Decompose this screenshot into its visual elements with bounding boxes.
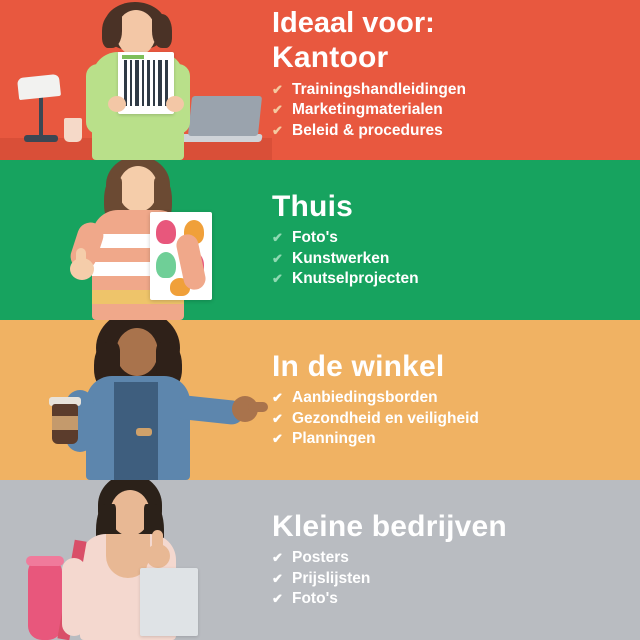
section-kleine-bedrijven [0,480,640,640]
check-icon: ✔ [272,81,283,97]
content-kantoor [272,0,632,160]
photo-kantoor [0,0,272,160]
section-kantoor [0,0,640,160]
bullet-list-thuis [272,228,632,289]
list-item-label: Prijslijsten [292,569,371,587]
list-item [272,409,632,429]
photo-winkel [0,320,272,480]
list-item [272,589,632,609]
list-item-label: Planningen [292,429,376,447]
check-icon: ✔ [272,102,283,118]
list-item-label: Posters [292,549,349,567]
photo-thuis [0,160,272,320]
check-icon: ✔ [272,410,283,426]
section-in-de-winkel [0,320,640,480]
section-heading-thuis: Thuis [272,189,353,223]
photo-kleine-bedrijven [0,480,272,640]
section-heading-kleine-bedrijven: Kleine bedrijven [272,509,507,543]
content-winkel [272,320,632,480]
list-item [272,228,632,248]
check-icon: ✔ [272,590,283,606]
bullet-list-kantoor [272,80,632,141]
section-heading-winkel: In de winkel [272,349,445,383]
list-item-label: Gezondheid en veiligheid [292,409,479,427]
check-icon: ✔ [272,390,283,406]
bullet-list-kleine-bedrijven [272,548,632,609]
check-icon: ✔ [272,230,283,246]
list-item [272,388,632,408]
list-item-label: Aanbiedingsborden [292,389,438,407]
list-item-label: Beleid & procedures [292,121,443,139]
list-item [272,569,632,589]
list-item-label: Foto's [292,229,338,247]
check-icon: ✔ [272,250,283,266]
section-thuis [0,160,640,320]
list-item [272,121,632,141]
section-heading-kantoor: Kantoor [272,41,389,75]
check-icon: ✔ [272,550,283,566]
page-title: Ideaal voor: [272,7,435,39]
list-item [272,249,632,269]
list-item-label: Foto's [292,589,338,607]
list-item-label: Marketingmaterialen [292,101,443,119]
list-item-label: Knutselprojecten [292,269,419,287]
check-icon: ✔ [272,430,283,446]
list-item [272,269,632,289]
list-item [272,548,632,568]
list-item-label: Kunstwerken [292,249,390,267]
check-icon: ✔ [272,270,283,286]
content-thuis [272,160,632,320]
list-item [272,429,632,449]
content-kleine-bedrijven [272,480,632,640]
list-item [272,80,632,100]
list-item-label: Trainingshandleidingen [292,80,466,98]
check-icon: ✔ [272,570,283,586]
check-icon: ✔ [272,122,283,138]
bullet-list-winkel [272,388,632,449]
list-item [272,100,632,120]
